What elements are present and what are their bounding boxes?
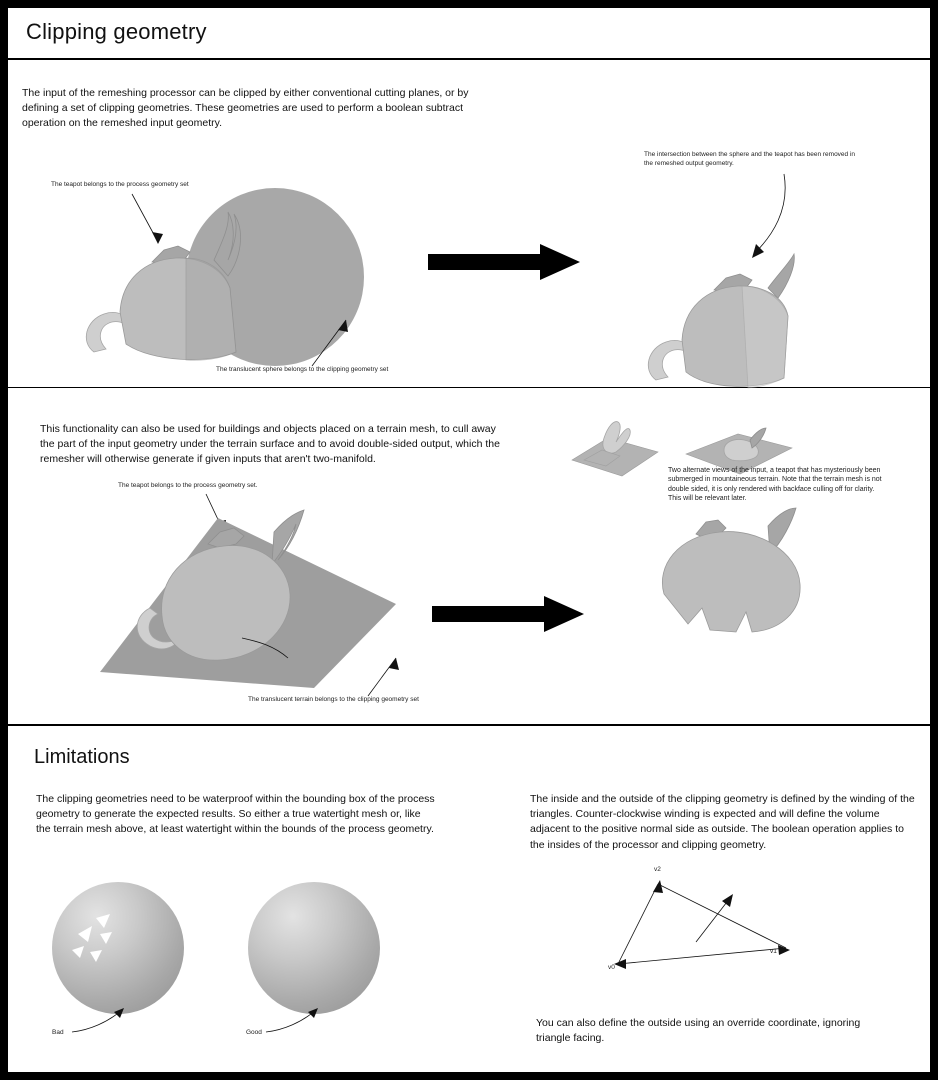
document-page	[8, 8, 930, 1072]
triangle-vertex-v1: v1	[770, 948, 777, 955]
label-process-geometry: The teapot belongs to the process geometry set	[51, 181, 189, 188]
triangle-winding-diagram	[604, 872, 824, 982]
label-terrain-clipping-geometry: The translucent terrain belongs to the clipping geometry set	[248, 696, 419, 703]
terrain-intro-text: This functionality can also be used for buildings and objects placed on a terrain mesh, to cull away the part of the input geometry under the terrain surface and to avoid double-sided output, which the remesher will otherwise generate if given inputs that aren't two-manifold.	[40, 423, 500, 466]
section-clipping-geometry	[8, 60, 930, 388]
limitations-right-text: The inside and the outside of the clipping geometry is defined by the winding of the triangles. Counter-clockwise winding is expected and will define the volume adjacent to the positive normal side as outside. The boolean operation applies to the insides of the processor and clipping geometry.	[530, 793, 915, 851]
limitations-right-footnote: You can also define the outside using an override coordinate, ignoring triangle facing.	[536, 1017, 861, 1045]
triangle-vertex-v2: v2	[654, 866, 661, 873]
section-terrain-clipping	[8, 388, 930, 726]
input-teapot-figure	[78, 202, 328, 362]
process-arrow-2	[432, 594, 592, 634]
process-arrow-1	[428, 242, 588, 282]
good-label: Good	[246, 1029, 262, 1036]
label-terrain-process-geometry: The teapot belongs to the process geometry set.	[118, 482, 258, 489]
leader-line-bad	[70, 1008, 128, 1036]
terrain-preview-1	[562, 420, 672, 482]
leader-line-good	[264, 1008, 322, 1036]
bad-label: Bad	[52, 1029, 64, 1036]
leader-line-terrain-clipping	[358, 656, 404, 704]
bad-sphere-holes	[70, 912, 130, 962]
clipping-intro-text: The input of the remeshing processor can be clipped by either conventional cutting planes, or by defining a set of clipping geometries. These geometries are used to perform a boolean subtract operation on the remeshed input geometry.	[22, 87, 469, 130]
good-sphere-figure	[248, 882, 380, 1014]
triangle-vertex-v0: v0	[608, 964, 615, 971]
label-result-geometry: The intersection between the sphere and the teapot has been removed in the remeshed output geometry.	[644, 151, 856, 168]
section-limitations	[8, 726, 930, 1072]
limitations-left-text: The clipping geometries need to be waterproof within the bounding box of the process geometry to generate the expected results. So either a true watertight mesh or, like the terrain mesh above, at least watertight within the bounds of the process geometry.	[36, 793, 435, 836]
limitations-heading: Limitations	[34, 746, 130, 768]
output-clipped-teapot	[648, 508, 838, 648]
label-clipping-geometry: The translucent sphere belongs to the clipping geometry set	[216, 366, 389, 373]
terrain-preview-note: Two alternate views of the input, a teapot that has mysteriously been submerged in mountaineous terrain. Note that the terrain mesh is not double sided, it is only rendered with backface culling off for clarity. This will be relevant later.	[668, 467, 882, 503]
document-title-bar	[8, 8, 930, 60]
page-title: Clipping geometry	[26, 19, 207, 44]
output-teapot-figure	[638, 232, 838, 392]
